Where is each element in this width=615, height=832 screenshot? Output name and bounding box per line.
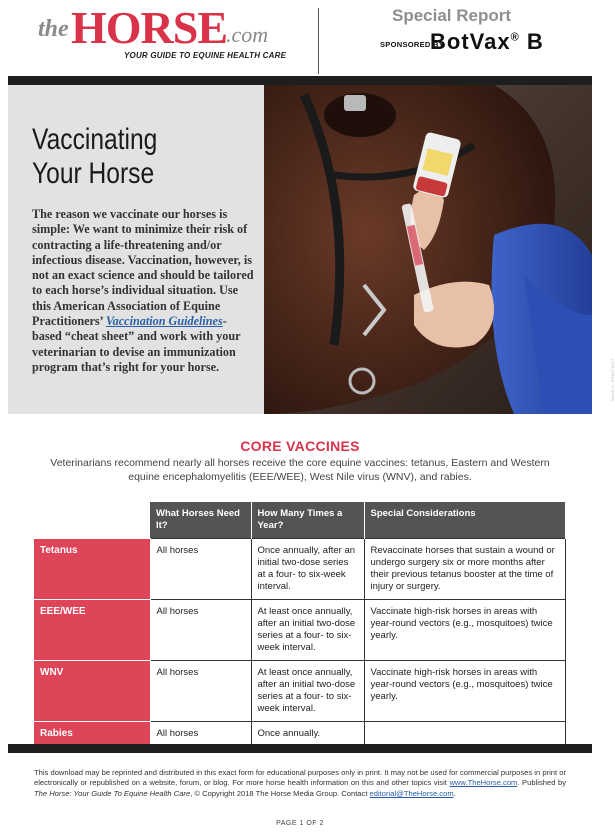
intro-paragraph xyxy=(32,207,254,375)
intro-text-start: The reason we vaccinate our horses is simple: We want to minimize their risk of contracting a life-threatening and/or infectious disease. Vaccination, however, is not an exact science and should be tailored to each horse’s individual situation. Use this American Association of Equine Practitioners’ xyxy=(32,207,254,329)
bottom-rule xyxy=(8,744,592,753)
table-row xyxy=(34,661,565,722)
logo-the: the xyxy=(38,16,69,42)
vaccination-guidelines-link[interactable]: Vaccination Guidelines xyxy=(105,314,223,329)
who-cell: All horses xyxy=(150,600,251,661)
intro-text-end: -based “cheat sheet” and work with your veterinarian to devise an immunization program that’s right for your horse. xyxy=(32,314,241,374)
table-header-frequency: How Many Times a Year? xyxy=(251,502,364,539)
top-rule xyxy=(8,76,592,85)
publication-name: The Horse: Your Guide To Equine Health Care xyxy=(34,788,191,798)
footer-text-1: This download may be reprinted and distributed in this exact form for educational purposes only in print. It may not be used for commercial purposes in print or electronically or republished on a website, forum, or blog. For more horse health information on this and other topics visit xyxy=(34,768,566,788)
photo-credit: MAVE N. ERIKSTADT xyxy=(610,358,615,401)
logo-tagline: YOUR GUIDE TO EQUINE HEALTH CARE xyxy=(124,51,287,60)
vaccine-name: WNV xyxy=(34,661,150,722)
sponsor-name: BotVax xyxy=(430,29,511,54)
sponsor-suffix: B xyxy=(519,29,544,54)
considerations-cell: Vaccinate high-risk horses in areas with year-round vectors (e.g., mosquitoes) twice yearly. xyxy=(364,661,565,722)
header-divider xyxy=(318,8,319,74)
table-header-blank xyxy=(34,502,150,539)
footer-text-2: . Published by xyxy=(517,778,566,788)
considerations-cell: Vaccinate high-risk horses in areas with year-round vectors (e.g., mosquitoes) twice yearly. xyxy=(364,600,565,661)
page-number: PAGE 1 OF 2 xyxy=(276,820,324,827)
intro-panel xyxy=(8,85,264,414)
core-vaccines-heading: CORE VACCINES xyxy=(240,438,360,454)
sponsored-by-label: SPONSORED BY xyxy=(380,40,445,49)
who-cell: All horses xyxy=(150,539,251,600)
vaccine-name: Tetanus xyxy=(34,539,150,600)
special-report-label: Special Report xyxy=(392,6,512,25)
title-line-2: Your Horse xyxy=(32,157,155,190)
who-cell: All horses xyxy=(150,661,251,722)
footer-disclaimer xyxy=(34,768,566,799)
vaccine-name: EEE/WEE xyxy=(34,600,150,661)
footer-text-3: , © Copyright 2018 The Horse Media Group. Contact xyxy=(190,788,370,798)
editorial-email-link[interactable]: editorial@TheHorse.com xyxy=(369,788,454,798)
page-header xyxy=(0,0,600,76)
core-vaccines-subtitle: Veterinarians recommend nearly all horses receive the core equine vaccines: tetanus, Eastern and Western equine encephalomyelitis (EEE/WEE), West Nile virus (WNV), and rabies. xyxy=(50,457,550,483)
vaccine-name: Rabies xyxy=(34,722,150,748)
photo-illustration xyxy=(264,85,592,414)
table-header-considerations: Special Considerations xyxy=(364,502,565,539)
considerations-cell: Revaccinate horses that sustain a wound or undergo surgery six or more months after their previous tetanus booster at the time of injury or surgery. xyxy=(364,539,565,600)
sponsor-logo xyxy=(430,29,544,55)
thehorse-site-link[interactable]: www.TheHorse.com xyxy=(449,778,518,788)
sponsor-registered-mark: ® xyxy=(510,31,520,44)
title-line-1: Vaccinating xyxy=(32,123,158,156)
thehorse-logo[interactable] xyxy=(38,4,288,70)
logo-com: .com xyxy=(226,22,269,47)
core-vaccines-table xyxy=(34,502,566,748)
hero-photo-vaccination xyxy=(264,85,615,414)
frequency-cell: At least once annually, after an initial two-dose series at a four- to six-week interval. xyxy=(251,661,364,722)
frequency-cell: Once annually. xyxy=(251,722,364,748)
table-row xyxy=(34,600,565,661)
frequency-cell: Once annually, after an initial two-dose series at a four- to six-week interval. xyxy=(251,539,364,600)
page-title xyxy=(32,123,245,191)
table-header-who: What Horses Need It? xyxy=(150,502,251,539)
who-cell: All horses xyxy=(150,722,251,748)
table-row xyxy=(34,539,565,600)
footer-text-4: . xyxy=(453,788,456,798)
logo-horse: HORSE xyxy=(71,2,228,53)
frequency-cell: At least once annually, after an initial two-dose series at a four- to six-week interval. xyxy=(251,600,364,661)
table-header-row xyxy=(34,502,565,539)
